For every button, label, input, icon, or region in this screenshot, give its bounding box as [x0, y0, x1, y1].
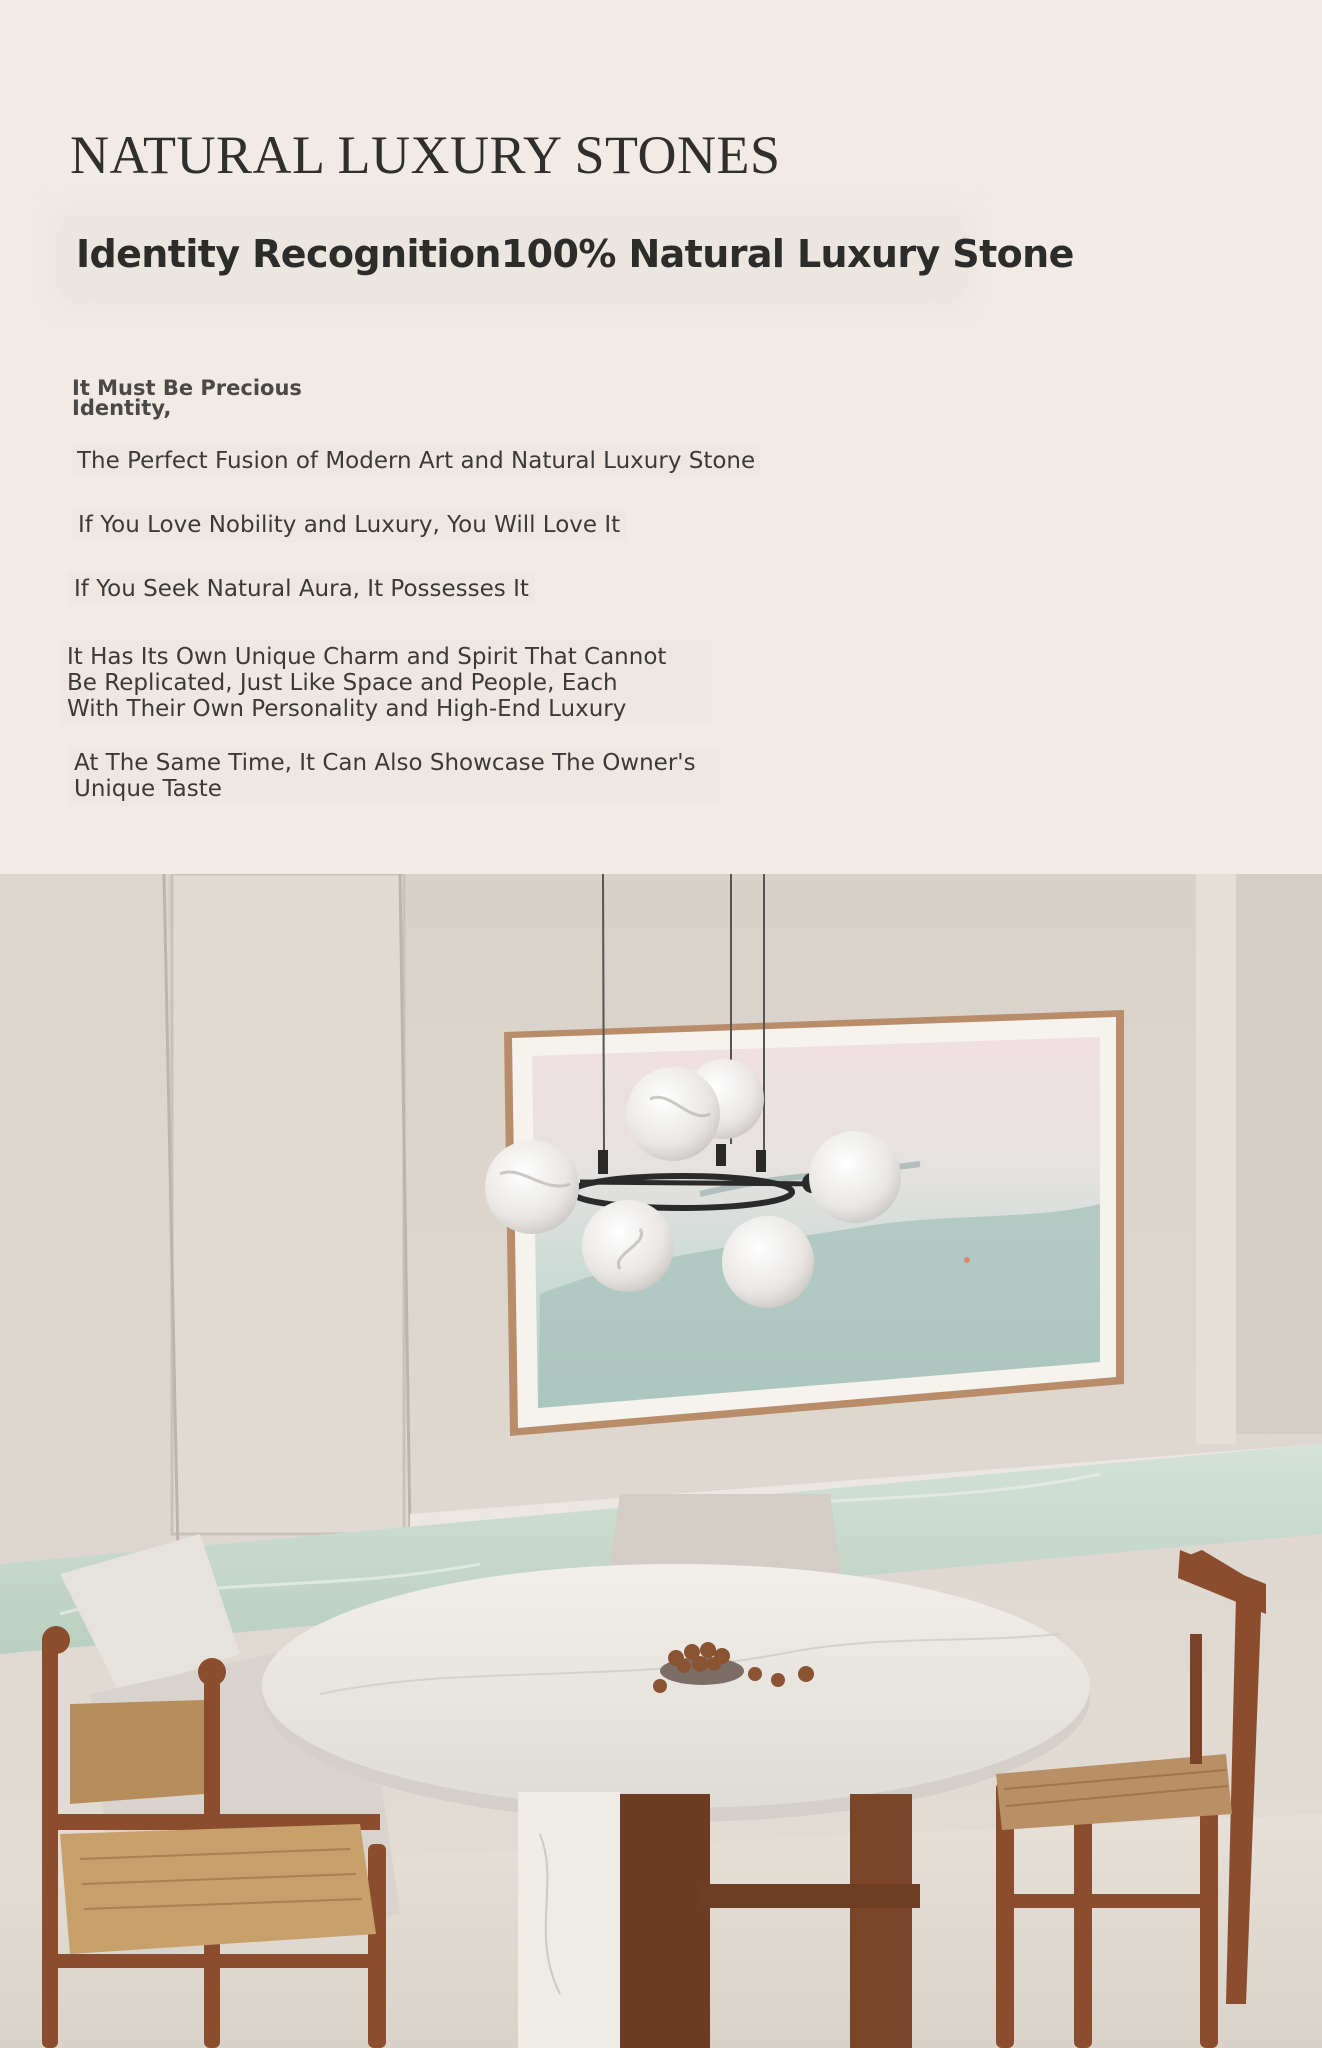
fusion-line: The Perfect Fusion of Modern Art and Natural Luxury Stone	[71, 444, 761, 478]
headline-text: Identity Recognition100% Natural Luxury Stone	[76, 232, 1074, 276]
brand-logo-text: NATURAL LUXURY STONES	[70, 125, 781, 185]
charm-line-2: Be Replicated, Just Like Space and People, Each	[67, 670, 618, 696]
nobility-line: If You Love Nobility and Luxury, You Will Love It	[72, 508, 626, 542]
subheading-line-2: Identity,	[72, 396, 172, 420]
taste-line-2: Unique Taste	[74, 776, 222, 802]
subheading	[72, 378, 312, 418]
dining-room-photo	[0, 874, 1322, 2048]
charm-line-1: It Has Its Own Unique Charm and Spirit That Cannot	[67, 644, 667, 670]
subheading-line-1: It Must Be Precious	[72, 376, 302, 400]
text-section	[0, 0, 1322, 874]
taste-paragraph	[68, 746, 720, 806]
aura-line: If You Seek Natural Aura, It Possesses It	[68, 572, 535, 606]
taste-line-1: At The Same Time, It Can Also Showcase The Owner's	[74, 750, 696, 776]
charm-paragraph	[61, 640, 713, 726]
charm-line-3: With Their Own Personality and High-End Luxury	[67, 696, 627, 722]
headline-banner	[62, 216, 1074, 300]
